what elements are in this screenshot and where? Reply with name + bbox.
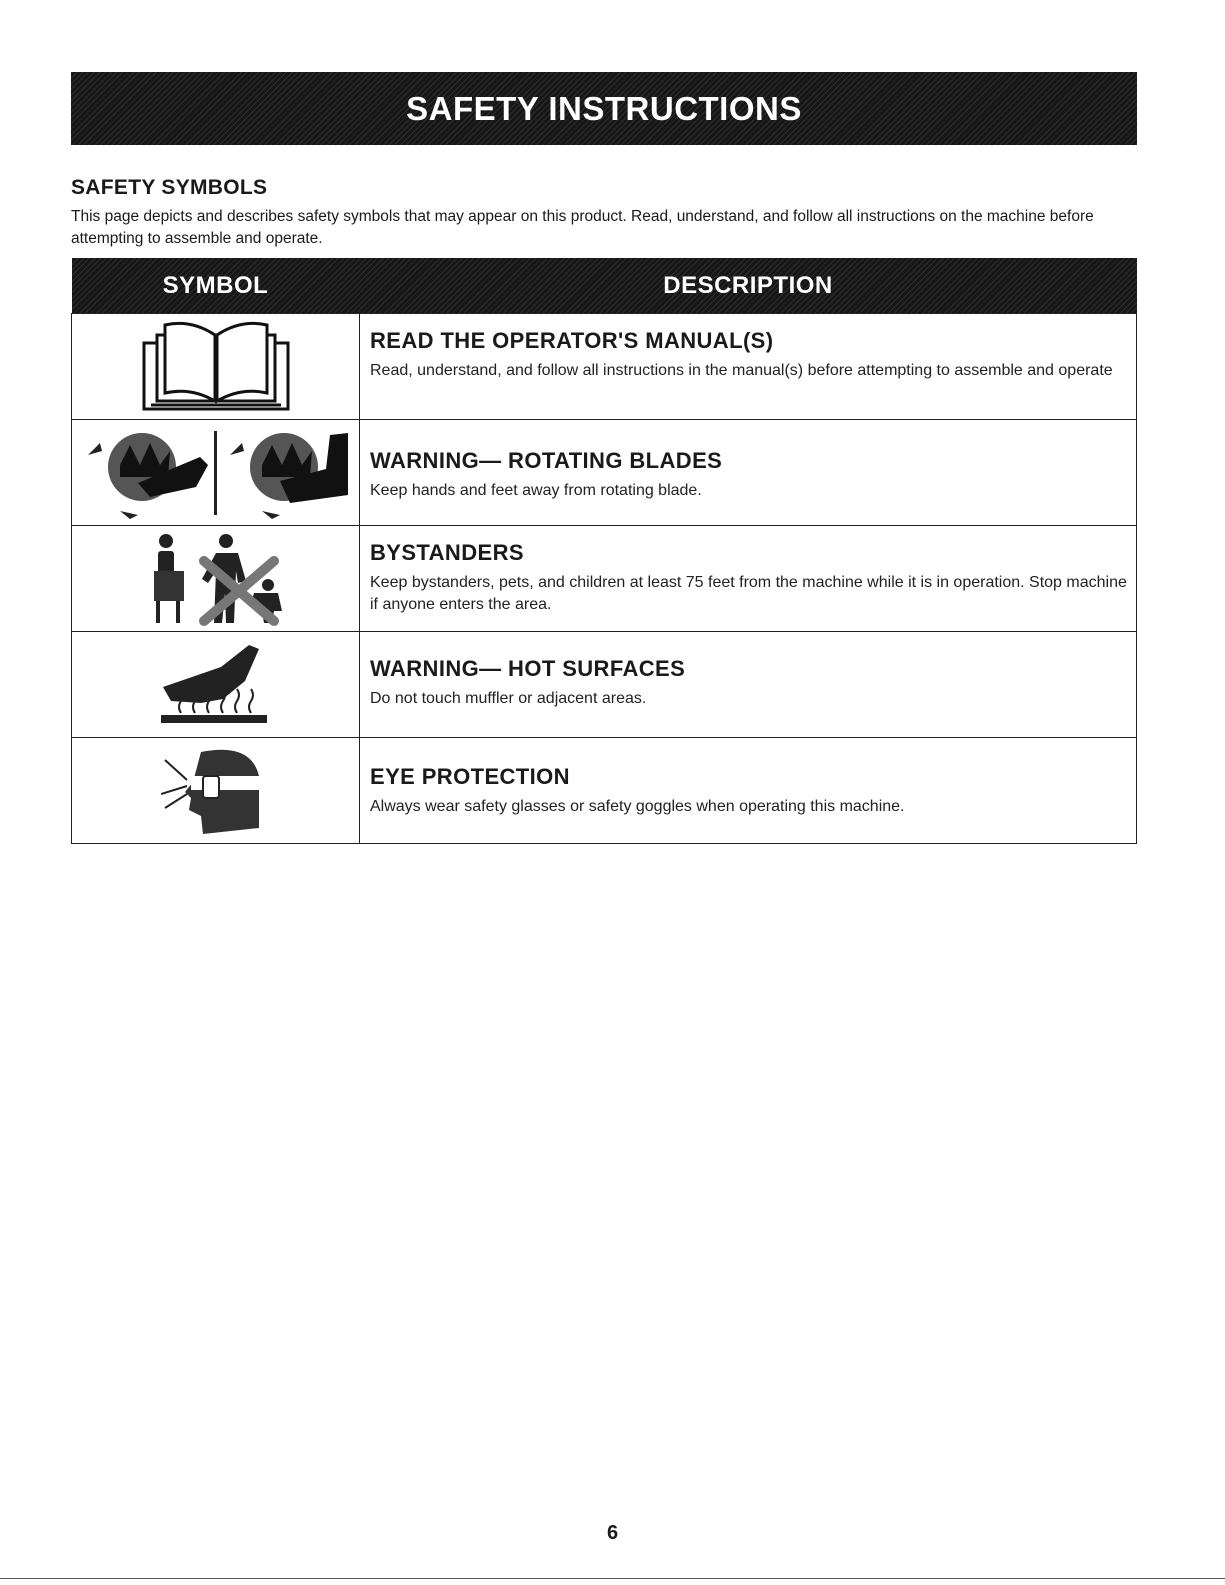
table-row xyxy=(72,526,1137,632)
section-intro: This page depicts and describes safety symbols that may appear on this product. Read, understand, and follow all instructions on the machine before attempting to assemble and operate. xyxy=(71,208,1094,247)
description-cell xyxy=(360,420,1137,526)
item-title: EYE PROTECTION xyxy=(370,764,570,789)
item-text: Keep bystanders, pets, and children at least 75 feet from the machine while it is in operation. Stop machine if anyone enters the area. xyxy=(370,574,1127,613)
bottom-rule xyxy=(0,1578,1225,1579)
table-header-row xyxy=(72,258,1137,314)
item-title: BYSTANDERS xyxy=(370,540,524,565)
item-text: Always wear safety glasses or safety goggles when operating this machine. xyxy=(370,798,905,815)
symbol-cell xyxy=(72,526,360,632)
table-row xyxy=(72,632,1137,738)
bystanders-icon xyxy=(146,531,286,627)
item-text: Do not touch muffler or adjacent areas. xyxy=(370,690,647,707)
section-title: SAFETY SYMBOLS xyxy=(71,176,268,199)
item-title: WARNING— HOT SURFACES xyxy=(370,656,686,681)
symbol-cell xyxy=(72,738,360,844)
header-banner xyxy=(71,72,1137,145)
description-cell xyxy=(360,738,1137,844)
description-column-header: DESCRIPTION xyxy=(360,258,1137,314)
table-row xyxy=(72,420,1137,526)
symbol-cell xyxy=(72,420,360,526)
description-cell xyxy=(360,314,1137,420)
item-text: Read, understand, and follow all instructions in the manual(s) before attempting to assemble and operate xyxy=(370,362,1113,379)
item-text: Keep hands and feet away from rotating blade. xyxy=(370,482,702,499)
description-cell xyxy=(360,632,1137,738)
table-row xyxy=(72,738,1137,844)
table-row xyxy=(72,314,1137,420)
safety-symbols-table xyxy=(71,258,1137,844)
item-title: WARNING— ROTATING BLADES xyxy=(370,448,723,473)
hot-surface-icon xyxy=(161,645,271,725)
symbol-cell xyxy=(72,314,360,420)
symbol-column-header: SYMBOL xyxy=(72,258,360,314)
eye-protection-icon xyxy=(161,746,271,836)
open-book-icon xyxy=(141,321,291,413)
symbol-cell xyxy=(72,632,360,738)
description-cell xyxy=(360,526,1137,632)
rotating-blades-icon xyxy=(80,425,352,521)
page-number: 6 xyxy=(606,1522,619,1544)
page-title: SAFETY INSTRUCTIONS xyxy=(406,89,802,127)
item-title: READ THE OPERATOR'S MANUAL(S) xyxy=(370,328,774,353)
